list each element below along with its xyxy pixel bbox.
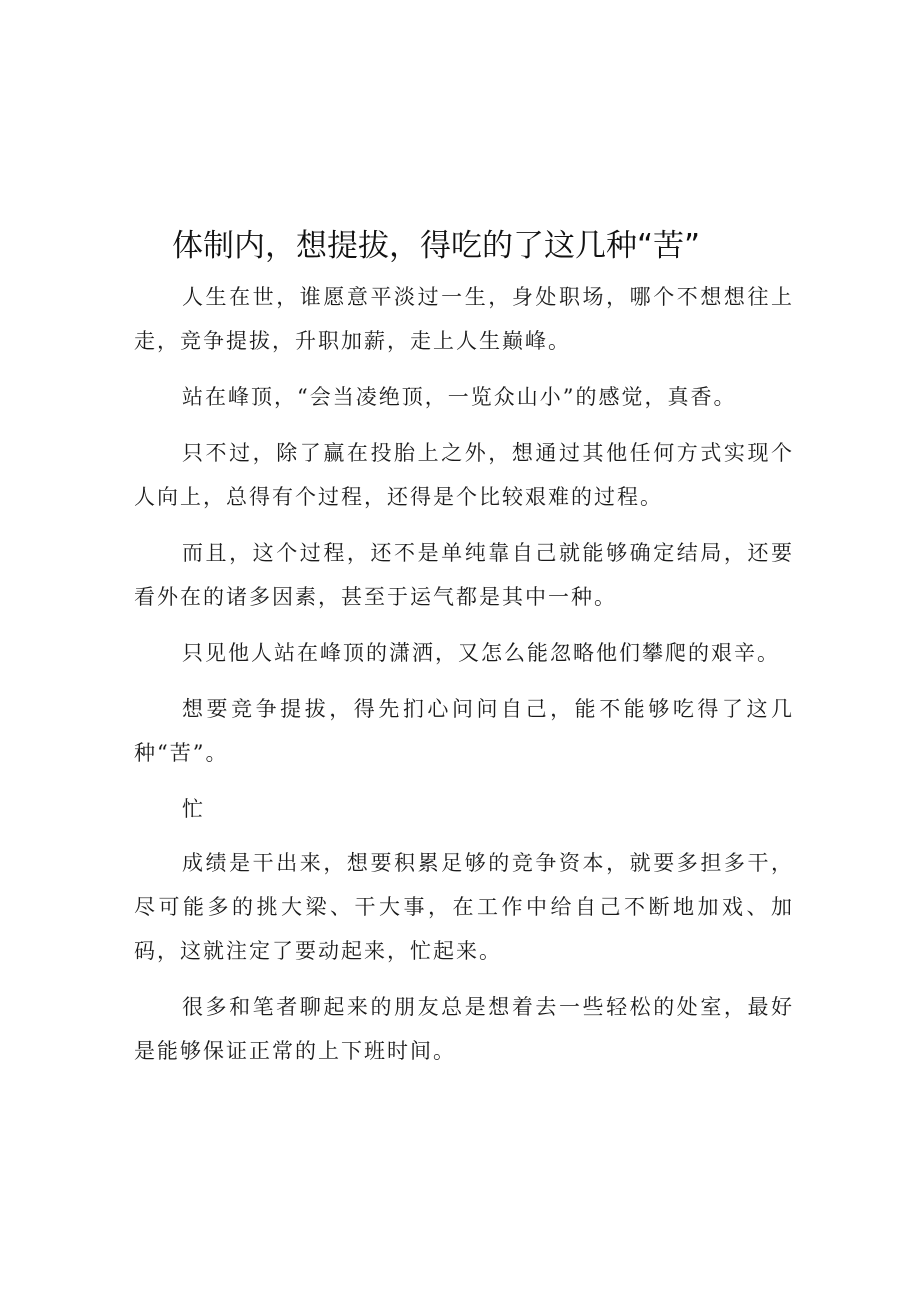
- section-heading: 忙: [182, 797, 205, 821]
- paragraph: 只不过，除了赢在投胎上之外，想通过其他任何方式实现个人向上，总得有个过程，还得是个比较艰难的过程。: [134, 441, 794, 509]
- paragraph: 成绩是干出来，想要积累足够的竞争资本，就要多担多干，尽可能多的挑大梁、干大事，在工作中给自己不断地加戏、加码，这就注定了要动起来，忙起来。: [134, 851, 794, 963]
- document-body: [134, 275, 794, 1085]
- paragraph: 很多和笔者聊起来的朋友总是想着去一些轻松的处室，最好是能够保证正常的上下班时间。: [134, 995, 794, 1063]
- paragraph: 想要竞争提拔，得先扪心问问自己，能不能够吃得了这几种“苦”。: [134, 697, 794, 765]
- paragraph: 而且，这个过程，还不是单纯靠自己就能够确定结局，还要看外在的诸多因素，甚至于运气都是其中一种。: [134, 541, 794, 609]
- document-title: 体制内，想提拔，得吃的了这几种“苦”: [172, 228, 701, 264]
- paragraph: 只见他人站在峰顶的潇洒，又怎么能忽略他们攀爬的艰辛。: [182, 641, 780, 665]
- paragraph: 站在峰顶，“会当凌绝顶，一览众山小”的感觉，真香。: [182, 385, 737, 409]
- paragraph: 人生在世，谁愿意平淡过一生，身处职场，哪个不想想往上走，竞争提拔，升职加薪，走上人生巅峰。: [134, 285, 794, 353]
